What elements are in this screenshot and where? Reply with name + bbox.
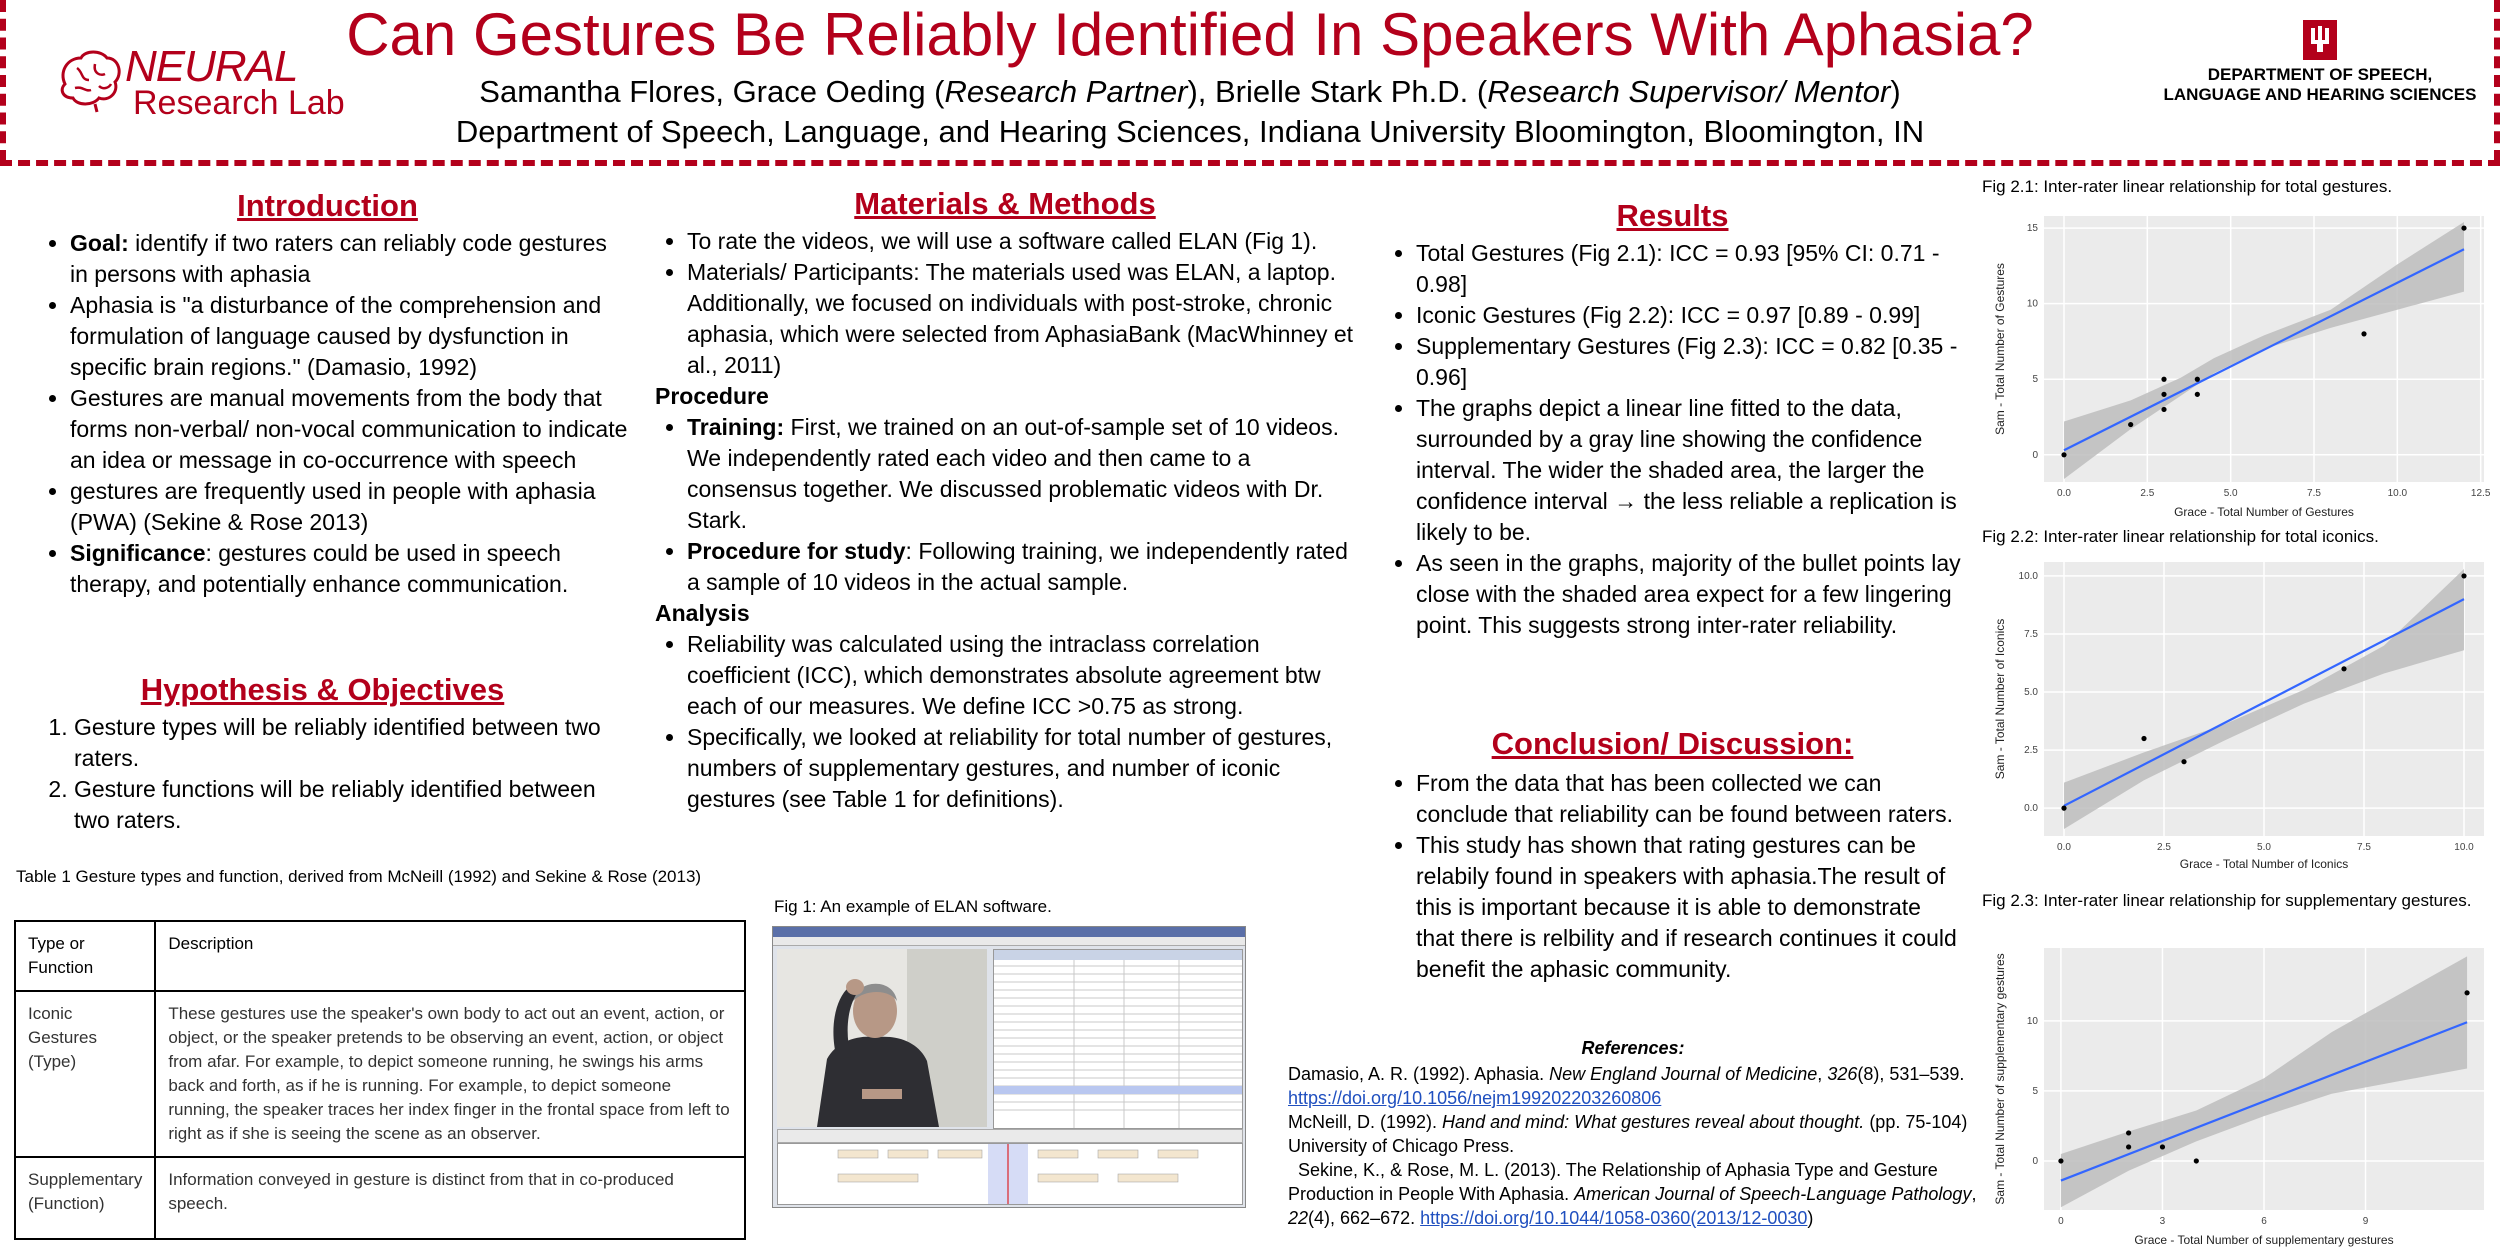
data-point bbox=[2361, 331, 2366, 336]
author-role-1: Research Partner bbox=[944, 74, 1188, 109]
references-body bbox=[1288, 1062, 1988, 1230]
x-tick-label: 12.5 bbox=[2470, 488, 2491, 499]
fig21-chart-container bbox=[1982, 200, 2492, 522]
fig22-scatter-chart bbox=[1982, 550, 2492, 874]
conclusion-heading: Conclusion/ Discussion: bbox=[1491, 726, 1854, 761]
poster-title: Can Gestures Be Reliably Identified In Speakers With Aphasia? bbox=[346, 1, 2034, 68]
lab-logo-line2: Research Lab bbox=[133, 84, 345, 122]
elan-screenshot bbox=[772, 926, 1246, 1208]
methods-body bbox=[655, 226, 1360, 815]
table-row bbox=[15, 1157, 745, 1239]
data-point bbox=[2161, 377, 2166, 382]
x-tick-label: 2.5 bbox=[2157, 842, 2171, 853]
graphs-text-2: the less reliable a replication is likely to be. bbox=[1416, 488, 1957, 545]
x-tick-label: 6 bbox=[2261, 1216, 2267, 1227]
header-right-border bbox=[2494, 0, 2500, 162]
y-axis-label: Sam - Total Number of Iconics bbox=[1993, 618, 2007, 780]
table-cell: Information conveyed in gesture is distinct from that in co-produced speech. bbox=[155, 1157, 745, 1239]
methods-bullet-icc: • Reliability was calculated using the intraclass correlation coefficient (ICC), which demonstrates absolute agreement btw each of our measures. We define ICC >0.75 as strong. bbox=[687, 629, 1360, 722]
significance-label: Significance bbox=[70, 540, 206, 566]
intro-bullet-aphasia: • Aphasia is "a disturbance of the comprehension and formulation of language caused by dysfunction in specific brain regions." (Damasio, 1992) bbox=[70, 290, 628, 383]
data-point bbox=[2461, 573, 2466, 578]
y-tick-label: 10 bbox=[2026, 298, 2038, 310]
ref-text: , bbox=[1817, 1064, 1828, 1084]
data-point bbox=[2461, 225, 2466, 230]
elan-timeline bbox=[777, 1143, 1243, 1205]
dept-logo-line1: DEPARTMENT OF SPEECH, bbox=[2207, 65, 2433, 84]
results-body bbox=[1384, 238, 1964, 641]
x-axis-label: Grace - Total Number of Iconics bbox=[2179, 857, 2349, 871]
table-cell: Supplementary (Function) bbox=[15, 1157, 155, 1239]
introduction-heading: Introduction bbox=[237, 188, 418, 223]
procedure-heading: Procedure bbox=[655, 383, 769, 409]
conclusion-bullet-2: • This study has shown that rating gestures can be relabily found in speakers with aphasia.The result of this is important because it is able to demonstrate that there is relbility and if research continues it could benefit the aphasic community. bbox=[1416, 830, 1964, 985]
right-arrow-icon: → bbox=[1614, 488, 1638, 514]
elan-annotation-grid bbox=[993, 949, 1243, 1129]
data-point bbox=[2194, 1158, 2199, 1163]
hypothesis-item-1: 1. Gesture types will be reliably identified between two raters. bbox=[74, 712, 614, 774]
results-bullet-iconic: • Iconic Gestures (Fig 2.2): ICC = 0.97 [0.89 - 0.99] bbox=[1416, 300, 1964, 331]
reference-damasio bbox=[1288, 1062, 1988, 1110]
x-tick-label: 10.0 bbox=[2387, 488, 2408, 499]
x-tick-label: 7.5 bbox=[2357, 842, 2371, 853]
data-point bbox=[2464, 990, 2469, 995]
table-header-cell: Description bbox=[155, 921, 745, 991]
ref-text: McNeill, D. (1992). bbox=[1288, 1112, 1443, 1132]
neural-research-lab-logo bbox=[55, 42, 345, 122]
timeline-tiers bbox=[778, 1144, 1242, 1204]
intro-bullet-goal bbox=[70, 228, 628, 290]
author-role-2: Research Supervisor/ Mentor bbox=[1487, 74, 1891, 109]
x-tick-label: 0.0 bbox=[2057, 488, 2071, 499]
x-tick-label: 5.0 bbox=[2223, 488, 2238, 499]
goal-label: Goal: bbox=[70, 230, 129, 256]
x-tick-label: 0.0 bbox=[2057, 842, 2071, 853]
annotation-grid-lines bbox=[994, 950, 1242, 1128]
y-tick-label: 2.5 bbox=[2024, 745, 2038, 757]
fig1-caption: Fig 1: An example of ELAN software. bbox=[774, 897, 1052, 916]
ref-text: , bbox=[1971, 1184, 1982, 1204]
reference-sekine bbox=[1288, 1158, 1988, 1230]
y-tick-label: 5 bbox=[2032, 374, 2038, 386]
data-point bbox=[2128, 422, 2133, 427]
ref-volume: 22 bbox=[1288, 1208, 1309, 1228]
y-tick-label: 5.0 bbox=[2024, 687, 2038, 699]
intro-bullet-significance bbox=[70, 538, 628, 600]
hypothesis-heading: Hypothesis & Objectives bbox=[140, 672, 505, 707]
fig23-caption: Fig 2.3: Inter-rater linear relationship for supplementary gestures. bbox=[1982, 891, 2472, 910]
data-point bbox=[2126, 1144, 2131, 1149]
methods-bullet-training bbox=[687, 412, 1360, 536]
fig21-caption: Fig 2.1: Inter-rater linear relationship for total gestures. bbox=[1982, 177, 2393, 196]
data-point bbox=[2161, 407, 2166, 412]
x-tick-label: 5.0 bbox=[2257, 842, 2271, 853]
goal-text: identify if two raters can reliably code gestures in persons with aphasia bbox=[70, 230, 607, 287]
authors-part3: ) bbox=[1890, 74, 1901, 109]
x-tick-label: 3 bbox=[2159, 1216, 2166, 1227]
data-point bbox=[2160, 1144, 2165, 1149]
author-line bbox=[300, 74, 2080, 110]
data-point bbox=[2195, 377, 2200, 382]
hypothesis-body bbox=[34, 712, 614, 836]
elan-titlebar bbox=[773, 927, 1245, 937]
affiliation-line: Department of Speech, Language, and Hearing Sciences, Indiana University Bloomington, Bloomington, IN bbox=[455, 114, 1925, 149]
analysis-heading: Analysis bbox=[655, 600, 750, 626]
references-heading: References: bbox=[1581, 1038, 1685, 1058]
ref-volume: 326 bbox=[1827, 1064, 1858, 1084]
ref-book-title: Hand and mind: What gestures reveal about thought. bbox=[1442, 1112, 1865, 1132]
table-row bbox=[15, 991, 745, 1157]
fig22-chart-container bbox=[1982, 550, 2492, 874]
significance-text: : gestures could be used in speech therapy, and potentially enhance communication. bbox=[70, 540, 569, 597]
data-point bbox=[2061, 806, 2066, 811]
data-point bbox=[2181, 759, 2186, 764]
results-heading: Results bbox=[1616, 198, 1729, 233]
header-divider bbox=[0, 160, 2500, 166]
elan-video-panel bbox=[777, 949, 987, 1127]
ref-text: (8), 531–539. bbox=[1857, 1064, 1965, 1084]
brain-icon bbox=[55, 46, 125, 116]
video-speaker-figure bbox=[777, 949, 987, 1127]
header-left-border bbox=[0, 0, 6, 162]
introduction-body bbox=[38, 228, 628, 600]
x-tick-label: 9 bbox=[2362, 1216, 2369, 1227]
procedure-text: : Following training, we independently rated a sample of 10 videos in the actual sample. bbox=[687, 538, 1348, 595]
data-point bbox=[2341, 666, 2346, 671]
table-header-cell: Type or Function bbox=[15, 921, 155, 991]
authors-part1: Samantha Flores, Grace Oeding ( bbox=[479, 74, 945, 109]
data-point bbox=[2126, 1130, 2131, 1135]
department-logo bbox=[2160, 20, 2480, 120]
x-axis-label: Grace - Total Number of Gestures bbox=[2174, 505, 2354, 519]
methods-heading: Materials & Methods bbox=[854, 186, 1156, 221]
conclusion-bullet-1: • From the data that has been collected we can conclude that reliability can be found between raters. bbox=[1416, 768, 1964, 830]
iu-trident-icon bbox=[2303, 20, 2337, 60]
intro-bullet-gestures: • Gestures are manual movements from the body that forms non-verbal/ non-vocal communication to indicate an idea or message in co-occurrence with speech bbox=[70, 383, 628, 476]
ref-journal: American Journal of Speech-Language Pathology bbox=[1574, 1184, 1972, 1204]
x-tick-label: 2.5 bbox=[2140, 488, 2155, 499]
results-bullet-graphs bbox=[1416, 393, 1964, 548]
methods-bullet-procedure bbox=[687, 536, 1360, 598]
table-cell: These gestures use the speaker's own body to act out an event, action, or object, or the speaker pretends to be observing an event, action, or object from afar. For example, to depict someone running, he swings his arms back and forth, as if he is running. For example, to depict someone running, the speaker traces her index finger in the frontal space from left to right as if she is seeing the scene as an observer. bbox=[155, 991, 745, 1157]
x-axis-label: Grace - Total Number of supplementary gestures bbox=[2134, 1233, 2394, 1247]
y-tick-label: 15 bbox=[2026, 223, 2038, 235]
y-tick-label: 10 bbox=[2026, 1015, 2038, 1027]
methods-bullet-materials: • Materials/ Participants: The materials used was ELAN, a laptop. Additionally, we focused on individuals with post-stroke, chronic aphasia, which were selected from AphasiaBank (MacWhinney et al., 2011) bbox=[687, 257, 1360, 381]
data-point bbox=[2141, 736, 2146, 741]
ref-text: ) bbox=[1807, 1208, 1814, 1228]
y-axis-label: Sam - Total Number of supplementary gestures bbox=[1993, 953, 2007, 1205]
fig23-chart-container bbox=[1982, 936, 2492, 1250]
y-tick-label: 10.0 bbox=[2018, 570, 2038, 582]
methods-bullet-elan: • To rate the videos, we will use a software called ELAN (Fig 1). bbox=[687, 226, 1360, 257]
data-point bbox=[2061, 452, 2066, 457]
results-bullet-total: • Total Gestures (Fig 2.1): ICC = 0.93 [95% CI: 0.71 - 0.98] bbox=[1416, 238, 1964, 300]
graphs-text-1: The graphs depict a linear line fitted to the data, surrounded by a gray line showing the confidence interval. The wider the shaded area, the larger the confidence interval bbox=[1416, 395, 1925, 514]
elan-controls bbox=[777, 1129, 1243, 1143]
training-text: First, we trained on an out-of-sample set of 10 videos. We independently rated each video and then came to a consensus together. We discussed problematic videos with Dr. Stark. bbox=[687, 414, 1339, 533]
y-tick-label: 7.5 bbox=[2024, 628, 2038, 640]
y-tick-label: 0 bbox=[2032, 1155, 2038, 1167]
data-point bbox=[2058, 1158, 2063, 1163]
x-tick-label: 0 bbox=[2058, 1216, 2064, 1227]
ref-text: (4), 662–672. bbox=[1308, 1208, 1421, 1228]
conclusion-body bbox=[1384, 768, 1964, 985]
intro-bullet-pwa: • gestures are frequently used in people with aphasia (PWA) (Sekine & Rose 2013) bbox=[70, 476, 628, 538]
table1-caption: Table 1 Gesture types and function, derived from McNeill (1992) and Sekine & Rose (2013) bbox=[16, 867, 702, 886]
damasio-doi-link[interactable]: https://doi.org/10.1056/nejm199202203260806 bbox=[1288, 1088, 1662, 1108]
data-point bbox=[2161, 392, 2166, 397]
y-tick-label: 5 bbox=[2032, 1085, 2038, 1097]
methods-bullet-reliability: • Specifically, we looked at reliability for total number of gestures, numbers of supplementary gestures, and number of iconic gestures (see Table 1 for definitions). bbox=[687, 722, 1360, 815]
y-tick-label: 0 bbox=[2032, 449, 2038, 461]
ref-journal: New England Journal of Medicine bbox=[1549, 1064, 1818, 1084]
hypothesis-item-2: 2. Gesture functions will be reliably identified between two raters. bbox=[74, 774, 614, 836]
y-tick-label: 0.0 bbox=[2024, 803, 2038, 815]
fig23-scatter-chart bbox=[1982, 936, 2492, 1250]
fig22-caption: Fig 2.2: Inter-rater linear relationship for total iconics. bbox=[1982, 527, 2379, 546]
table-header-row bbox=[15, 921, 745, 991]
table-cell: Iconic Gestures (Type) bbox=[15, 991, 155, 1157]
reference-mcneill bbox=[1288, 1110, 1988, 1158]
procedure-label: Procedure for study bbox=[687, 538, 906, 564]
ref-text: Damasio, A. R. (1992). Aphasia. bbox=[1288, 1064, 1550, 1084]
x-tick-label: 10.0 bbox=[2454, 842, 2474, 853]
lab-logo-line1: NEURAL bbox=[125, 42, 298, 91]
results-bullet-interpretation: • As seen in the graphs, majority of the bullet points lay close with the shaded area expect for a few lingering point. This suggests strong inter-rater reliability. bbox=[1416, 548, 1964, 641]
y-axis-label: Sam - Total Number of Gestures bbox=[1993, 263, 2007, 435]
training-label: Training: bbox=[687, 414, 785, 440]
data-point bbox=[2195, 392, 2200, 397]
dept-logo-line2: LANGUAGE AND HEARING SCIENCES bbox=[2163, 85, 2477, 104]
x-tick-label: 7.5 bbox=[2307, 488, 2321, 499]
elan-menubar bbox=[773, 937, 1245, 946]
fig21-scatter-chart bbox=[1982, 200, 2492, 522]
authors-part2: ), Brielle Stark Ph.D. ( bbox=[1187, 74, 1488, 109]
gesture-types-table bbox=[14, 920, 746, 1240]
sekine-doi-link[interactable]: https://doi.org/10.1044/1058-0360(2013/12-0030 bbox=[1420, 1208, 1808, 1228]
ref-text: (pp. 75-104) University of Chicago Press. bbox=[1288, 1112, 1968, 1156]
ref-text: Sekine, K., & Rose, M. L. (2013). The Relationship of Aphasia Type and Gesture Production in People With Aphasia. bbox=[1288, 1160, 1943, 1204]
results-bullet-supplementary: • Supplementary Gestures (Fig 2.3): ICC = 0.82 [0.35 - 0.96] bbox=[1416, 331, 1964, 393]
